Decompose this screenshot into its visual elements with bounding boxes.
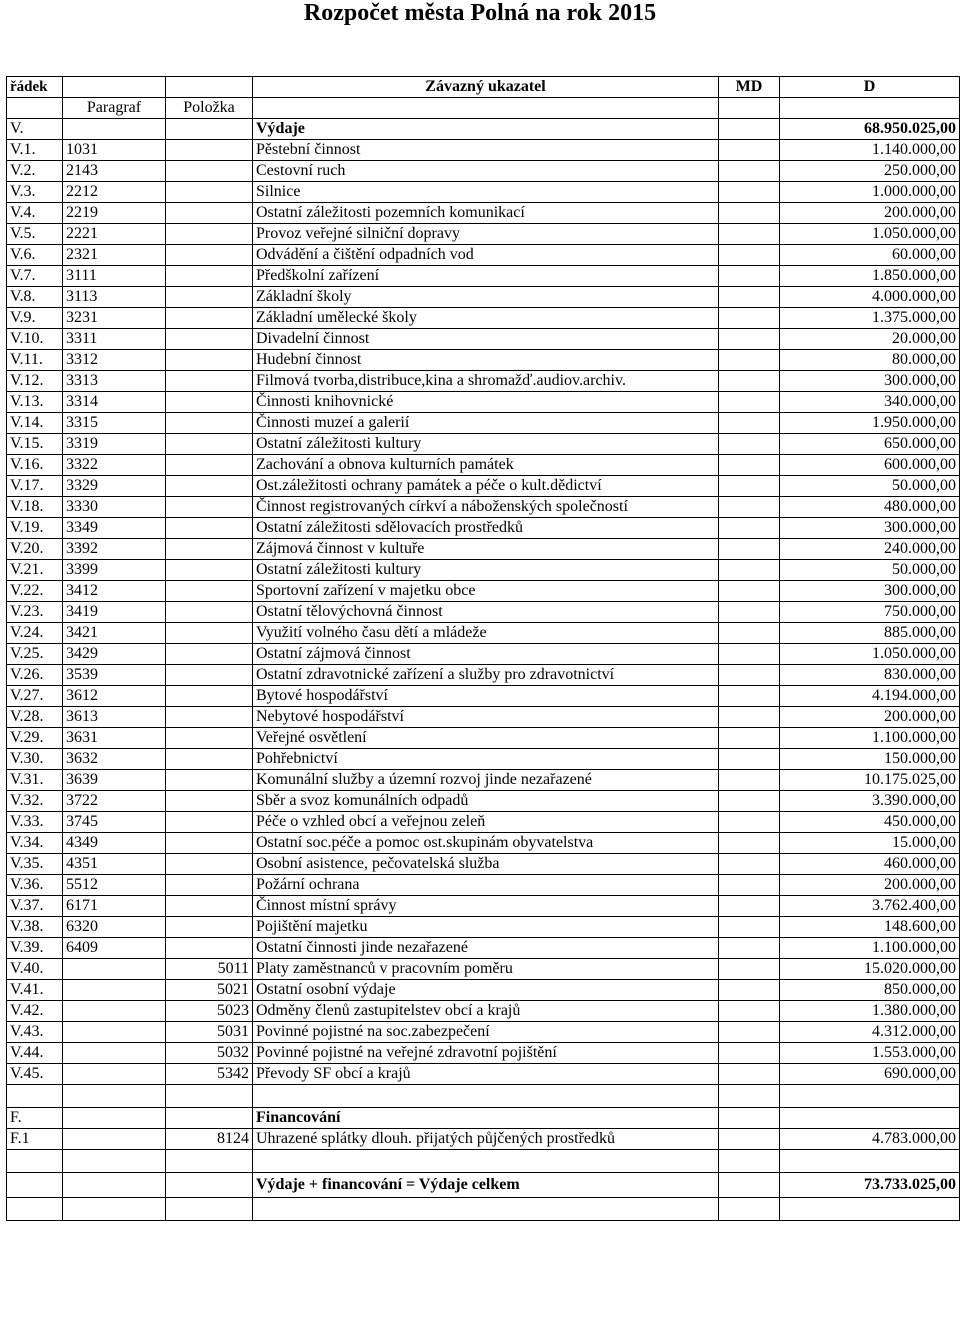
table-row — [7, 875, 960, 896]
indicator-name: Činnost místní správy — [253, 896, 719, 917]
amount: 1.000.000,00 — [780, 182, 960, 203]
row-number: V.6. — [7, 245, 63, 266]
f1-polozka: 8124 — [166, 1129, 253, 1150]
header-row — [7, 77, 960, 98]
polozka-code — [166, 917, 253, 938]
indicator-name: Ostatní záležitosti pozemních komunikací — [253, 203, 719, 224]
amount: 15.020.000,00 — [780, 959, 960, 980]
indicator-name: Cestovní ruch — [253, 161, 719, 182]
total-amount: 73.733.025,00 — [780, 1173, 960, 1198]
table-row — [7, 413, 960, 434]
paragraf-code: 3314 — [63, 392, 166, 413]
vydaje-label: Výdaje — [253, 119, 719, 140]
amount: 1.850.000,00 — [780, 266, 960, 287]
amount: 240.000,00 — [780, 539, 960, 560]
table-row — [7, 1043, 960, 1064]
paragraf-code: 2212 — [63, 182, 166, 203]
paragraf-code: 3231 — [63, 308, 166, 329]
amount: 50.000,00 — [780, 560, 960, 581]
amount: 50.000,00 — [780, 476, 960, 497]
table-row — [7, 1064, 960, 1085]
indicator-name: Divadelní činnost — [253, 329, 719, 350]
row-number: V.35. — [7, 854, 63, 875]
paragraf-code: 3312 — [63, 350, 166, 371]
amount: 1.380.000,00 — [780, 1001, 960, 1022]
polozka-code — [166, 161, 253, 182]
indicator-name: Komunální služby a územní rozvoj jinde nezařazené — [253, 770, 719, 791]
row-number: V.2. — [7, 161, 63, 182]
indicator-name: Ostatní tělovýchovná činnost — [253, 602, 719, 623]
spacer-row — [7, 1198, 960, 1221]
indicator-name: Základní školy — [253, 287, 719, 308]
polozka-code — [166, 497, 253, 518]
table-row — [7, 161, 960, 182]
row-number: V.3. — [7, 182, 63, 203]
amount: 1.553.000,00 — [780, 1043, 960, 1064]
row-number: V.4. — [7, 203, 63, 224]
indicator-name: Požární ochrana — [253, 875, 719, 896]
table-row — [7, 203, 960, 224]
paragraf-code: 3429 — [63, 644, 166, 665]
indicator-name: Povinné pojistné na veřejné zdravotní pojištění — [253, 1043, 719, 1064]
indicator-name: Pohřebnictví — [253, 749, 719, 770]
table-row — [7, 623, 960, 644]
row-number: V.21. — [7, 560, 63, 581]
polozka-code — [166, 224, 253, 245]
row-number: V.25. — [7, 644, 63, 665]
row-number: V.13. — [7, 392, 63, 413]
indicator-name: Ostatní soc.péče a pomoc ost.skupinám obyvatelstva — [253, 833, 719, 854]
indicator-name: Ostatní činnosti jinde nezařazené — [253, 938, 719, 959]
amount: 1.050.000,00 — [780, 644, 960, 665]
header-md: MD — [719, 77, 780, 98]
table-row — [7, 770, 960, 791]
amount: 150.000,00 — [780, 749, 960, 770]
polozka-code — [166, 602, 253, 623]
polozka-code — [166, 833, 253, 854]
polozka-code — [166, 308, 253, 329]
row-number: V.15. — [7, 434, 63, 455]
polozka-code — [166, 455, 253, 476]
table-row — [7, 938, 960, 959]
polozka-code: 5021 — [166, 980, 253, 1001]
indicator-name: Platy zaměstnanců v pracovním poměru — [253, 959, 719, 980]
table-row — [7, 833, 960, 854]
table-row — [7, 560, 960, 581]
row-number: V.31. — [7, 770, 63, 791]
polozka-code — [166, 518, 253, 539]
polozka-code — [166, 665, 253, 686]
amount: 650.000,00 — [780, 434, 960, 455]
polozka-code: 5023 — [166, 1001, 253, 1022]
table-row — [7, 644, 960, 665]
table-row — [7, 140, 960, 161]
polozka-code — [166, 287, 253, 308]
indicator-name: Ostatní zdravotnické zařízení a služby pro zdravotnictví — [253, 665, 719, 686]
row-number: V.41. — [7, 980, 63, 1001]
table-row — [7, 1001, 960, 1022]
paragraf-code: 3311 — [63, 329, 166, 350]
paragraf-code: 3330 — [63, 497, 166, 518]
table-row — [7, 728, 960, 749]
amount: 250.000,00 — [780, 161, 960, 182]
indicator-name: Předškolní zařízení — [253, 266, 719, 287]
paragraf-code — [63, 1064, 166, 1085]
vydaje-row — [7, 119, 960, 140]
amount: 80.000,00 — [780, 350, 960, 371]
polozka-code — [166, 245, 253, 266]
paragraf-code: 1031 — [63, 140, 166, 161]
amount: 600.000,00 — [780, 455, 960, 476]
row-number: V.10. — [7, 329, 63, 350]
amount: 340.000,00 — [780, 392, 960, 413]
row-number: V.40. — [7, 959, 63, 980]
amount: 20.000,00 — [780, 329, 960, 350]
table-row — [7, 266, 960, 287]
amount: 200.000,00 — [780, 203, 960, 224]
amount: 3.390.000,00 — [780, 791, 960, 812]
indicator-name: Povinné pojistné na soc.zabezpečení — [253, 1022, 719, 1043]
total-row — [7, 1173, 960, 1198]
paragraf-code: 4351 — [63, 854, 166, 875]
spacer-row — [7, 1150, 960, 1173]
polozka-code — [166, 413, 253, 434]
polozka-code — [166, 644, 253, 665]
f1-amount: 4.783.000,00 — [780, 1129, 960, 1150]
row-number: V.24. — [7, 623, 63, 644]
indicator-name: Nebytové hospodářství — [253, 707, 719, 728]
table-row — [7, 392, 960, 413]
header-d: D — [780, 77, 960, 98]
polozka-code — [166, 791, 253, 812]
paragraf-code: 2219 — [63, 203, 166, 224]
indicator-name: Ostatní zájmová činnost — [253, 644, 719, 665]
row-number: V.20. — [7, 539, 63, 560]
table-row — [7, 1022, 960, 1043]
table-row — [7, 980, 960, 1001]
paragraf-code: 6409 — [63, 938, 166, 959]
table-row — [7, 791, 960, 812]
paragraf-code: 3421 — [63, 623, 166, 644]
amount: 300.000,00 — [780, 371, 960, 392]
vydaje-amount: 68.950.025,00 — [780, 119, 960, 140]
indicator-name: Ostatní osobní výdaje — [253, 980, 719, 1001]
indicator-name: Osobní asistence, pečovatelská služba — [253, 854, 719, 875]
f1-row — [7, 1129, 960, 1150]
row-number: V.42. — [7, 1001, 63, 1022]
amount: 480.000,00 — [780, 497, 960, 518]
table-row — [7, 917, 960, 938]
row-number: V.9. — [7, 308, 63, 329]
paragraf-code: 3631 — [63, 728, 166, 749]
row-number: V.12. — [7, 371, 63, 392]
row-number: V.7. — [7, 266, 63, 287]
row-number: V.38. — [7, 917, 63, 938]
indicator-name: Silnice — [253, 182, 719, 203]
paragraf-code: 2221 — [63, 224, 166, 245]
polozka-code — [166, 203, 253, 224]
paragraf-code: 3322 — [63, 455, 166, 476]
amount: 1.950.000,00 — [780, 413, 960, 434]
polozka-code: 5032 — [166, 1043, 253, 1064]
paragraf-code — [63, 1022, 166, 1043]
indicator-name: Odvádění a čištění odpadních vod — [253, 245, 719, 266]
amount: 15.000,00 — [780, 833, 960, 854]
indicator-name: Filmová tvorba,distribuce,kina a shromažď.audiov.archiv. — [253, 371, 719, 392]
polozka-code — [166, 266, 253, 287]
header-polozka: Položka — [166, 98, 253, 119]
polozka-code — [166, 749, 253, 770]
amount: 148.600,00 — [780, 917, 960, 938]
paragraf-code: 3392 — [63, 539, 166, 560]
f1-code: F.1 — [7, 1129, 63, 1150]
paragraf-code: 3111 — [63, 266, 166, 287]
polozka-code — [166, 476, 253, 497]
amount: 200.000,00 — [780, 875, 960, 896]
polozka-code — [166, 812, 253, 833]
total-label: Výdaje + financování = Výdaje celkem — [253, 1173, 719, 1198]
indicator-name: Činnost registrovaných církví a náboženských společností — [253, 497, 719, 518]
paragraf-code — [63, 959, 166, 980]
paragraf-code: 3613 — [63, 707, 166, 728]
header-radek: řádek — [7, 77, 63, 98]
polozka-code — [166, 140, 253, 161]
table-row — [7, 665, 960, 686]
indicator-name: Ostatní záležitosti kultury — [253, 434, 719, 455]
paragraf-code: 3315 — [63, 413, 166, 434]
indicator-name: Péče o vzhled obcí a veřejnou zeleň — [253, 812, 719, 833]
row-number: V.18. — [7, 497, 63, 518]
table-row — [7, 455, 960, 476]
amount: 690.000,00 — [780, 1064, 960, 1085]
budget-table — [6, 76, 960, 1221]
table-row — [7, 224, 960, 245]
f1-name: Uhrazené splátky dlouh. přijatých půjčených prostředků — [253, 1129, 719, 1150]
paragraf-code: 2321 — [63, 245, 166, 266]
paragraf-code: 3319 — [63, 434, 166, 455]
indicator-name: Činnosti muzeí a galerií — [253, 413, 719, 434]
indicator-name: Převody SF obcí a krajů — [253, 1064, 719, 1085]
polozka-code — [166, 392, 253, 413]
indicator-name: Veřejné osvětlení — [253, 728, 719, 749]
table-row — [7, 602, 960, 623]
amount: 1.050.000,00 — [780, 224, 960, 245]
polozka-code — [166, 770, 253, 791]
table-row — [7, 371, 960, 392]
amount: 300.000,00 — [780, 518, 960, 539]
paragraf-code: 3539 — [63, 665, 166, 686]
table-row — [7, 539, 960, 560]
table-row — [7, 350, 960, 371]
indicator-name: Provoz veřejné silniční dopravy — [253, 224, 719, 245]
paragraf-code: 3113 — [63, 287, 166, 308]
budget-table-body — [7, 77, 960, 1221]
paragraf-code: 3612 — [63, 686, 166, 707]
polozka-code — [166, 623, 253, 644]
polozka-code — [166, 371, 253, 392]
paragraf-code: 3419 — [63, 602, 166, 623]
row-number: V.1. — [7, 140, 63, 161]
table-row — [7, 959, 960, 980]
table-row — [7, 497, 960, 518]
row-number: V.36. — [7, 875, 63, 896]
header-zavazny-ukazatel: Závazný ukazatel — [253, 77, 719, 98]
amount: 4.194.000,00 — [780, 686, 960, 707]
polozka-code — [166, 350, 253, 371]
paragraf-code: 3399 — [63, 560, 166, 581]
table-row — [7, 854, 960, 875]
polozka-code: 5011 — [166, 959, 253, 980]
amount: 1.375.000,00 — [780, 308, 960, 329]
polozka-code — [166, 707, 253, 728]
polozka-code — [166, 938, 253, 959]
amount: 10.175.025,00 — [780, 770, 960, 791]
row-number: V.19. — [7, 518, 63, 539]
polozka-code: 5031 — [166, 1022, 253, 1043]
amount: 4.000.000,00 — [780, 287, 960, 308]
paragraf-code — [63, 1001, 166, 1022]
row-number: V.33. — [7, 812, 63, 833]
amount: 830.000,00 — [780, 665, 960, 686]
paragraf-code: 3639 — [63, 770, 166, 791]
indicator-name: Zájmová činnost v kultuře — [253, 539, 719, 560]
financovani-row — [7, 1108, 960, 1129]
financovani-label: Financování — [253, 1108, 719, 1129]
amount: 60.000,00 — [780, 245, 960, 266]
row-number: V.11. — [7, 350, 63, 371]
indicator-name: Ostatní záležitosti sdělovacích prostředků — [253, 518, 719, 539]
polozka-code: 5342 — [166, 1064, 253, 1085]
row-number: V.34. — [7, 833, 63, 854]
subheader-row — [7, 98, 960, 119]
indicator-name: Základní umělecké školy — [253, 308, 719, 329]
row-number: V.39. — [7, 938, 63, 959]
amount: 885.000,00 — [780, 623, 960, 644]
indicator-name: Pěstební činnost — [253, 140, 719, 161]
paragraf-code: 3349 — [63, 518, 166, 539]
table-row — [7, 308, 960, 329]
amount: 1.100.000,00 — [780, 728, 960, 749]
table-row — [7, 581, 960, 602]
amount: 200.000,00 — [780, 707, 960, 728]
amount: 450.000,00 — [780, 812, 960, 833]
row-number: V.26. — [7, 665, 63, 686]
polozka-code — [166, 896, 253, 917]
row-number: V.8. — [7, 287, 63, 308]
row-number: V.16. — [7, 455, 63, 476]
row-number: V.23. — [7, 602, 63, 623]
polozka-code — [166, 686, 253, 707]
row-number: V.32. — [7, 791, 63, 812]
paragraf-code: 3329 — [63, 476, 166, 497]
table-row — [7, 245, 960, 266]
table-row — [7, 686, 960, 707]
page-title: Rozpočet města Polná na rok 2015 — [303, 0, 657, 26]
paragraf-code — [63, 980, 166, 1001]
amount: 1.140.000,00 — [780, 140, 960, 161]
row-number: V.28. — [7, 707, 63, 728]
polozka-code — [166, 539, 253, 560]
polozka-code — [166, 560, 253, 581]
indicator-name: Pojištění majetku — [253, 917, 719, 938]
paragraf-code: 3412 — [63, 581, 166, 602]
indicator-name: Využití volného času dětí a mládeže — [253, 623, 719, 644]
paragraf-code: 6171 — [63, 896, 166, 917]
polozka-code — [166, 728, 253, 749]
table-row — [7, 896, 960, 917]
table-row — [7, 476, 960, 497]
row-number: V.44. — [7, 1043, 63, 1064]
paragraf-code: 3745 — [63, 812, 166, 833]
table-row — [7, 287, 960, 308]
indicator-name: Hudební činnost — [253, 350, 719, 371]
amount: 460.000,00 — [780, 854, 960, 875]
row-number: V.45. — [7, 1064, 63, 1085]
table-row — [7, 182, 960, 203]
indicator-name: Zachování a obnova kulturních památek — [253, 455, 719, 476]
polozka-code — [166, 581, 253, 602]
indicator-name: Bytové hospodářství — [253, 686, 719, 707]
row-number: V.27. — [7, 686, 63, 707]
indicator-name: Činnosti knihovnické — [253, 392, 719, 413]
amount: 300.000,00 — [780, 581, 960, 602]
amount: 1.100.000,00 — [780, 938, 960, 959]
table-row — [7, 707, 960, 728]
polozka-code — [166, 182, 253, 203]
paragraf-code: 6320 — [63, 917, 166, 938]
paragraf-code: 3313 — [63, 371, 166, 392]
amount: 850.000,00 — [780, 980, 960, 1001]
paragraf-code: 2143 — [63, 161, 166, 182]
table-row — [7, 812, 960, 833]
spacer-row — [7, 1085, 960, 1108]
paragraf-code — [63, 1043, 166, 1064]
table-row — [7, 749, 960, 770]
table-row — [7, 329, 960, 350]
indicator-name: Odměny členů zastupitelstev obcí a krajů — [253, 1001, 719, 1022]
row-number: V.5. — [7, 224, 63, 245]
row-number: V.22. — [7, 581, 63, 602]
paragraf-code: 3632 — [63, 749, 166, 770]
row-number: V.30. — [7, 749, 63, 770]
row-number: V.43. — [7, 1022, 63, 1043]
table-row — [7, 518, 960, 539]
vydaje-code: V. — [7, 119, 63, 140]
indicator-name: Sběr a svoz komunálních odpadů — [253, 791, 719, 812]
polozka-code — [166, 875, 253, 896]
paragraf-code: 3722 — [63, 791, 166, 812]
indicator-name: Sportovní zařízení v majetku obce — [253, 581, 719, 602]
paragraf-code: 4349 — [63, 833, 166, 854]
amount: 4.312.000,00 — [780, 1022, 960, 1043]
indicator-name: Ost.záležitosti ochrany památek a péče o kult.dědictví — [253, 476, 719, 497]
polozka-code — [166, 434, 253, 455]
row-number: V.14. — [7, 413, 63, 434]
row-number: V.29. — [7, 728, 63, 749]
indicator-name: Ostatní záležitosti kultury — [253, 560, 719, 581]
amount: 3.762.400,00 — [780, 896, 960, 917]
polozka-code — [166, 329, 253, 350]
table-row — [7, 434, 960, 455]
paragraf-code: 5512 — [63, 875, 166, 896]
header-paragraf: Paragraf — [63, 98, 166, 119]
amount: 750.000,00 — [780, 602, 960, 623]
row-number: V.17. — [7, 476, 63, 497]
polozka-code — [166, 854, 253, 875]
row-number: V.37. — [7, 896, 63, 917]
financovani-code: F. — [7, 1108, 63, 1129]
